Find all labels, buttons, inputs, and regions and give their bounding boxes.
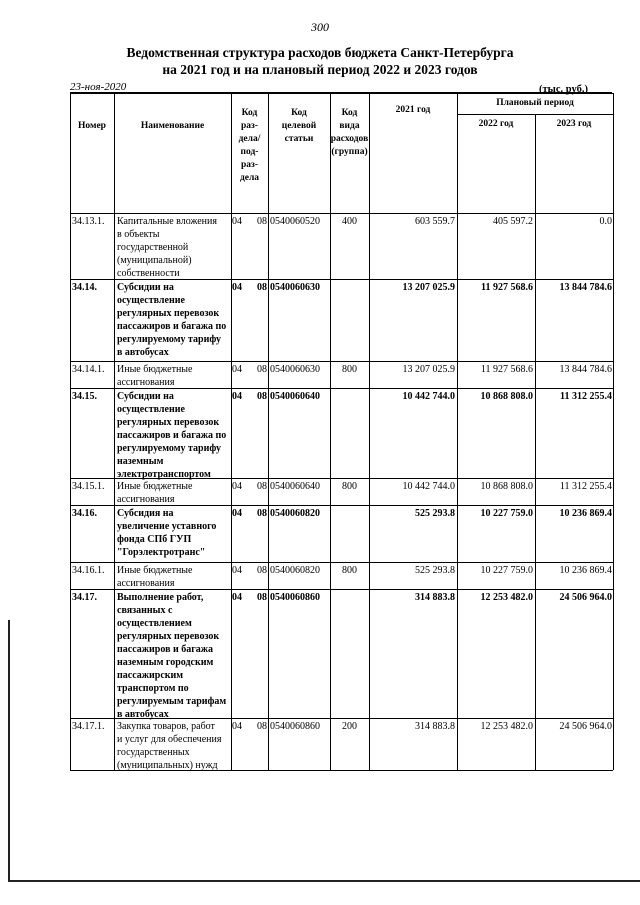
row-amount-2023: 13 844 784.6 (559, 282, 612, 293)
row-target-code: 0540060640 (270, 391, 320, 402)
units-label: (тыс. руб.) (539, 84, 588, 95)
row-amount-2023: 13 844 784.6 (559, 364, 612, 375)
table-hline (70, 93, 613, 94)
row-number: 34.15. (72, 391, 97, 402)
row-amount-2023: 24 506 964.0 (559, 721, 612, 732)
header-2021: 2021 год (395, 105, 431, 115)
row-section: 04 (232, 282, 242, 293)
header-plan-period: Плановый период (496, 98, 574, 108)
row-amount-2022: 11 927 568.6 (480, 364, 533, 375)
row-name: Иные бюджетные ассигнования (117, 481, 193, 505)
row-number: 34.15.1. (72, 481, 105, 492)
row-amount-2022: 10 227 759.0 (480, 565, 533, 576)
header-expense-type: Код вида расходов (группа) (330, 108, 369, 157)
row-number: 34.16. (72, 508, 97, 519)
header-number: Номер (78, 121, 106, 131)
row-amount-2022: 405 597.2 (493, 216, 533, 227)
row-number: 34.16.1. (72, 565, 105, 576)
row-subsection: 08 (257, 364, 267, 375)
title-line-2: на 2021 год и на плановый период 2022 и 2023 годов (162, 62, 478, 77)
header-2022: 2022 год (478, 119, 514, 129)
row-name: Иные бюджетные ассигнования (117, 364, 193, 388)
table-vline (457, 93, 458, 770)
row-section: 04 (232, 391, 242, 402)
row-amount-2023: 10 236 869.4 (559, 508, 612, 519)
row-amount-2021: 10 442 744.0 (402, 391, 455, 402)
page-number: 300 (311, 20, 329, 34)
row-subsection: 08 (257, 565, 267, 576)
table-vline (70, 93, 71, 770)
row-target-code: 0540060820 (270, 508, 320, 519)
row-amount-2022: 10 868 808.0 (480, 481, 533, 492)
row-amount-2022: 12 253 482.0 (480, 592, 533, 603)
row-section: 04 (232, 565, 242, 576)
row-name: Закупка товаров, работ и услуг для обеспечения государственных (муниципальных) нужд (117, 721, 222, 771)
table-hline (70, 562, 613, 563)
row-amount-2022: 10 868 808.0 (480, 391, 533, 402)
header-target-code: Код целевой статьи (281, 108, 317, 144)
row-subsection: 08 (257, 391, 267, 402)
row-number: 34.14.1. (72, 364, 105, 375)
row-number: 34.14. (72, 282, 97, 293)
row-name: Субсидии на осуществление регулярных перевозок пассажиров и багажа по регулируемому тарифу в автобусах (117, 282, 227, 358)
row-amount-2023: 24 506 964.0 (559, 592, 612, 603)
row-expense-type: 800 (342, 481, 357, 492)
header-section-code: Код раз- дела/ под- раз- дела (238, 108, 261, 183)
row-subsection: 08 (257, 592, 267, 603)
row-amount-2022: 11 927 568.6 (481, 282, 533, 293)
row-amount-2023: 10 236 869.4 (559, 565, 612, 576)
row-section: 04 (232, 481, 242, 492)
row-section: 04 (232, 592, 242, 603)
row-amount-2021: 314 883.8 (415, 721, 455, 732)
document-title (0, 44, 640, 78)
row-amount-2022: 12 253 482.0 (480, 721, 533, 732)
row-number: 34.13.1. (72, 216, 105, 227)
row-subsection: 08 (257, 508, 267, 519)
row-name: Выполнение работ, связанных с осуществлением регулярных перевозок пассажиров и багажа наземным городским пассажирским транспортом по регулируемым тарифам в автобусах (117, 592, 227, 720)
row-name: Иные бюджетные ассигнования (117, 565, 193, 589)
row-amount-2021: 10 442 744.0 (402, 481, 455, 492)
row-subsection: 08 (257, 216, 267, 227)
document-date: 23-ноя-2020 (70, 81, 127, 93)
table-hline (70, 213, 613, 214)
table-hline (70, 361, 613, 362)
table-vline (268, 93, 269, 770)
row-section: 04 (232, 216, 242, 227)
row-expense-type: 200 (342, 721, 357, 732)
table-hline (457, 114, 613, 115)
row-amount-2023: 11 312 255.4 (559, 481, 612, 492)
row-amount-2021: 603 559.7 (415, 216, 455, 227)
row-amount-2022: 10 227 759.0 (480, 508, 533, 519)
table-vline (613, 93, 614, 770)
row-amount-2021: 314 883.8 (415, 592, 455, 603)
row-number: 34.17. (72, 592, 97, 603)
row-subsection: 08 (257, 481, 267, 492)
row-name: Субсидия на увеличение уставного фонда СПб ГУП "Горэлектротранс" (117, 508, 217, 558)
row-target-code: 0540060630 (270, 282, 320, 293)
table-vline (330, 93, 331, 770)
row-target-code: 0540060640 (270, 481, 320, 492)
header-2023: 2023 год (556, 119, 592, 129)
row-section: 04 (232, 508, 242, 519)
scan-edge-left (8, 620, 10, 880)
row-target-code: 0540060630 (270, 364, 320, 375)
row-target-code: 0540060820 (270, 565, 320, 576)
row-section: 04 (232, 721, 242, 732)
row-target-code: 0540060860 (270, 721, 320, 732)
table-vline (231, 93, 232, 770)
row-section: 04 (232, 364, 242, 375)
row-amount-2023: 0.0 (599, 216, 612, 227)
row-expense-type: 800 (342, 565, 357, 576)
row-expense-type: 400 (342, 216, 357, 227)
row-target-code: 0540060520 (270, 216, 320, 227)
scan-edge-bottom (8, 880, 640, 882)
row-amount-2023: 11 312 255.4 (560, 391, 612, 402)
row-subsection: 08 (257, 721, 267, 732)
row-amount-2021: 525 293.8 (415, 508, 455, 519)
table-vline (114, 93, 115, 770)
header-name: Наименование (140, 121, 205, 131)
table-vline (369, 93, 370, 770)
row-amount-2021: 13 207 025.9 (402, 282, 455, 293)
row-subsection: 08 (257, 282, 267, 293)
row-name: Капитальные вложения в объекты государственной (муниципальной) собственности (117, 216, 217, 279)
row-amount-2021: 13 207 025.9 (402, 364, 455, 375)
row-target-code: 0540060860 (270, 592, 320, 603)
row-amount-2021: 525 293.8 (415, 565, 455, 576)
row-name: Субсидии на осуществление регулярных перевозок пассажиров и багажа по регулируемому тарифу наземным электротранспортом (117, 391, 227, 480)
title-line-1: Ведомственная структура расходов бюджета Санкт-Петербурга (126, 45, 514, 60)
row-expense-type: 800 (342, 364, 357, 375)
row-number: 34.17.1. (72, 721, 105, 732)
